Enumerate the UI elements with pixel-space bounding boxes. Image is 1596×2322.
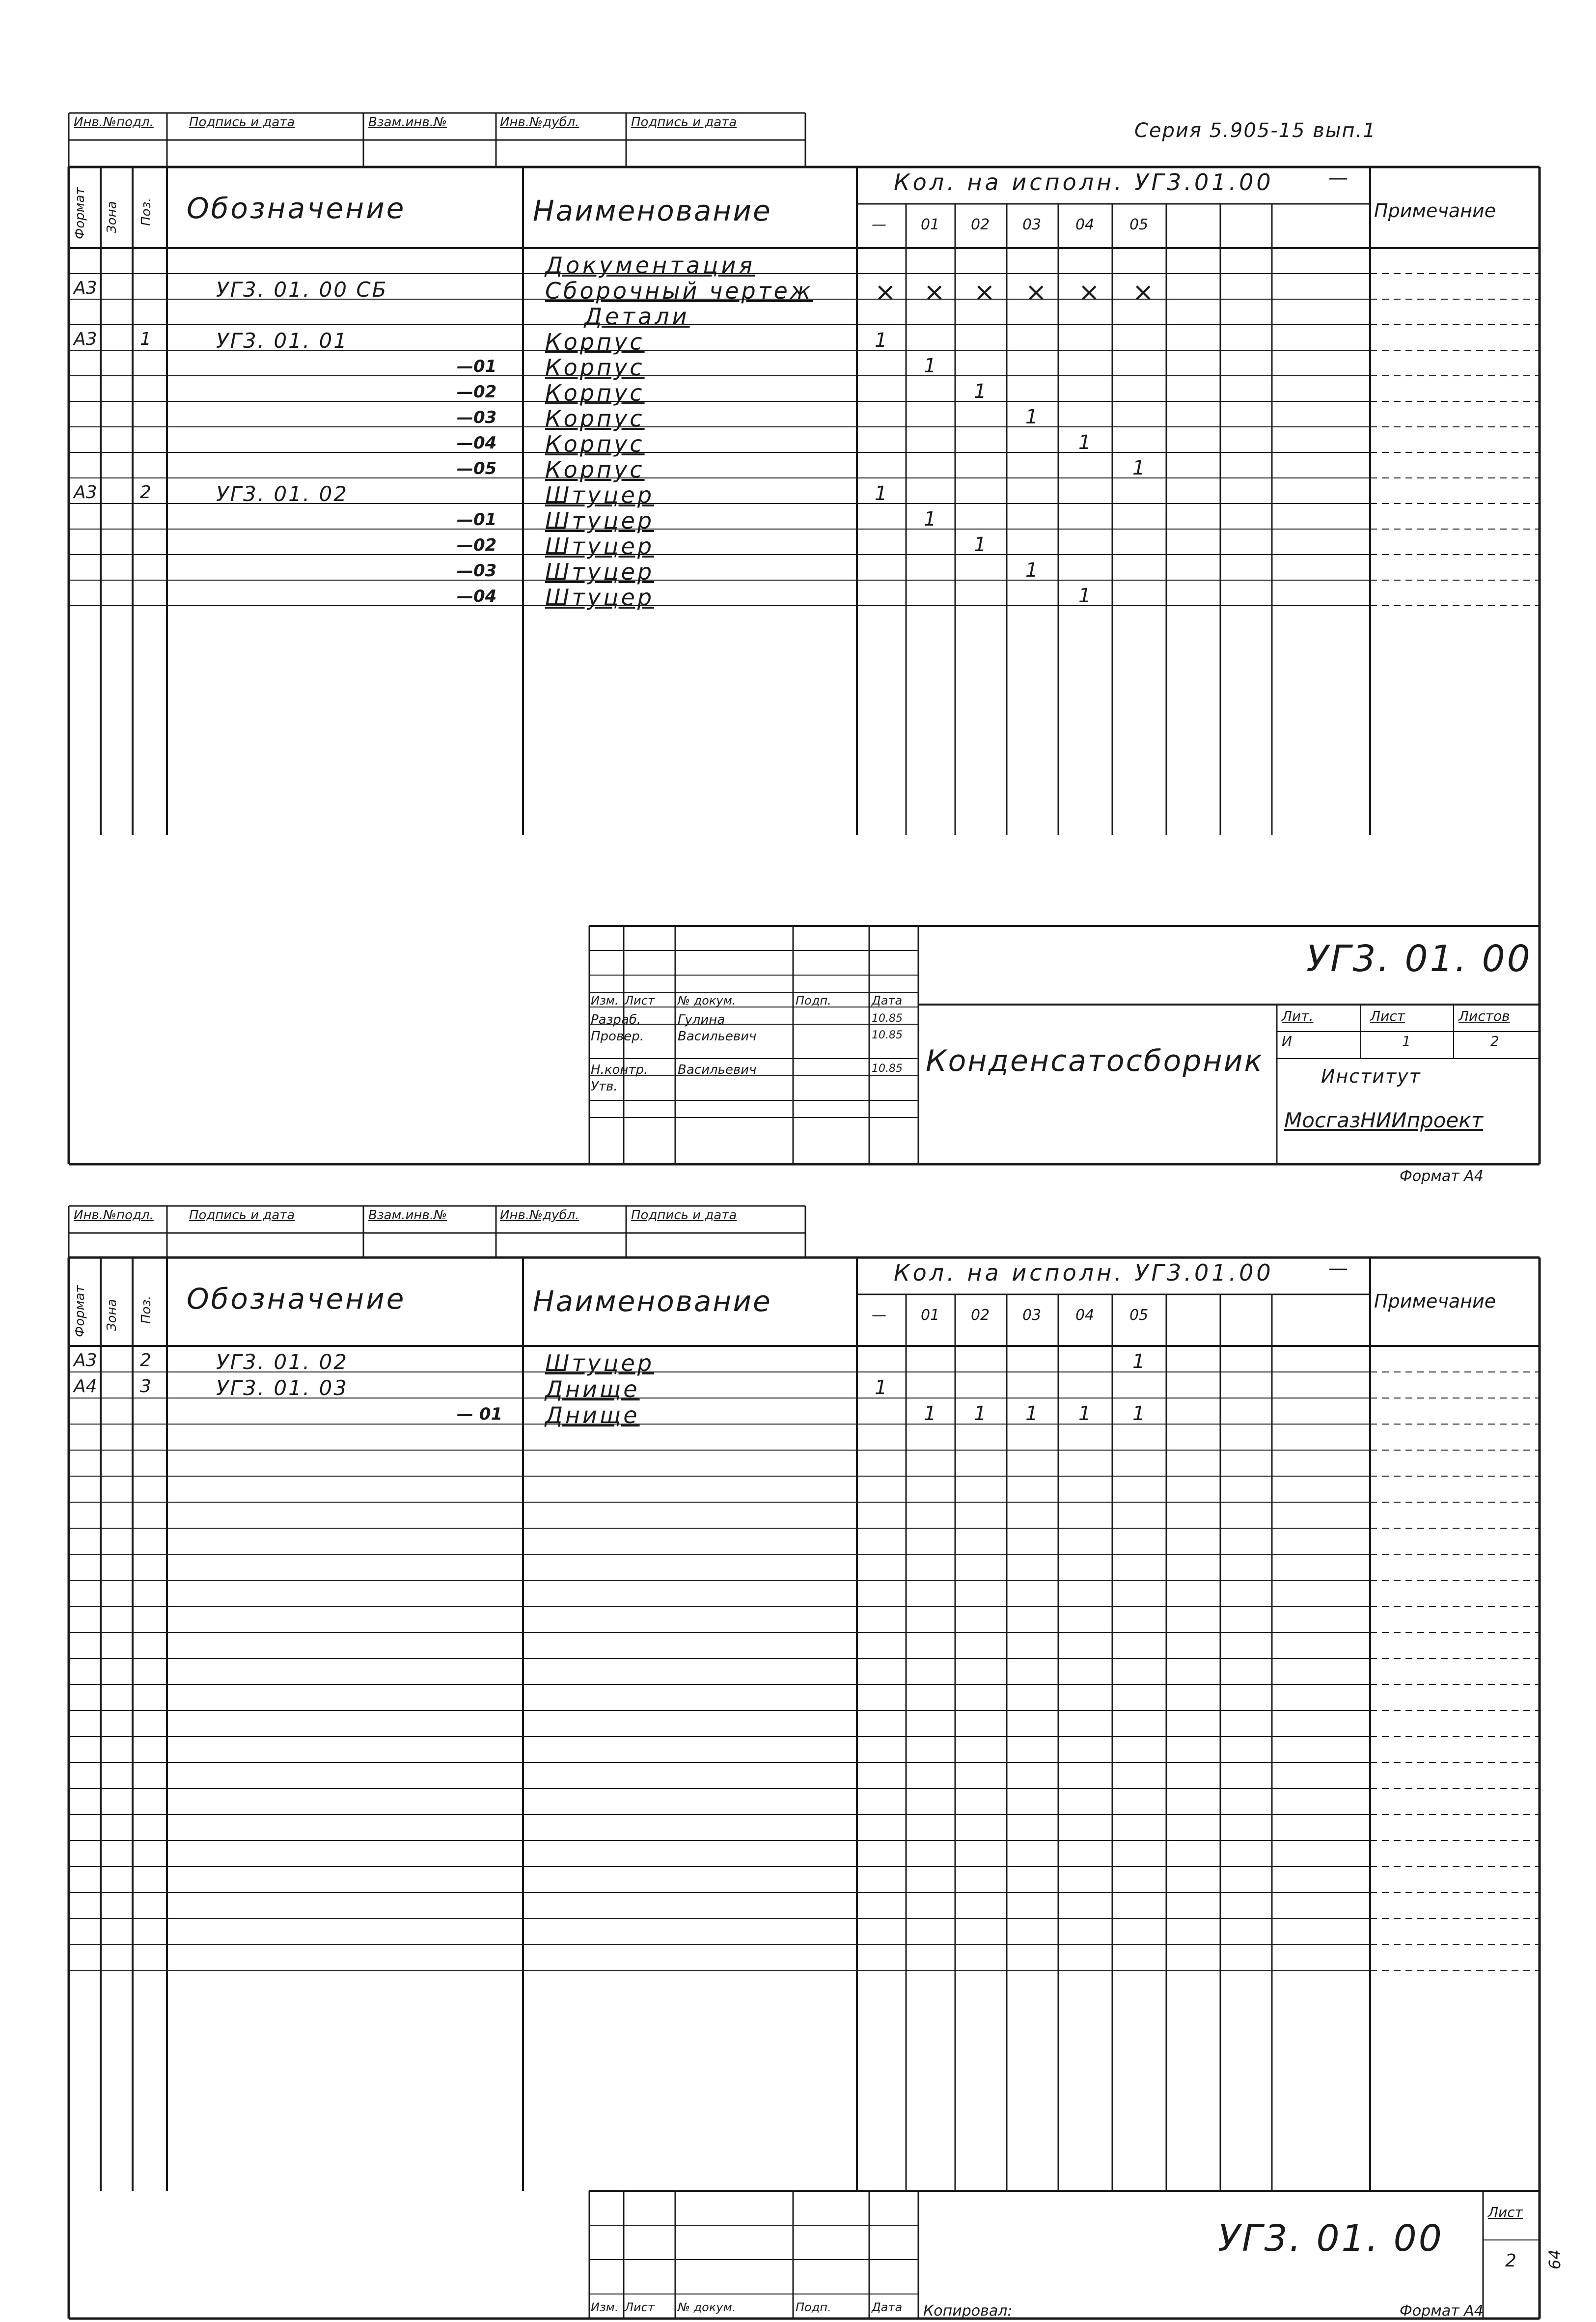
s1-stamp-field-label: Инв.№дубл. (500, 115, 579, 130)
s2-qty-mark: 1 (924, 1402, 936, 1425)
s2-col-pos-header: Поз. (139, 1295, 154, 1324)
s2-row-name: Днище (545, 1376, 640, 1402)
s2-row-name: Днище (545, 1402, 640, 1428)
format-label: Формат А4 (1400, 1168, 1484, 1185)
sheet-value-2: 2 (1505, 2251, 1516, 2271)
s2-qty-col-label: 02 (971, 1307, 990, 1324)
s1-col-zone-header: Зона (105, 201, 119, 233)
s1-row-name: Корпус (545, 354, 645, 381)
format-label-2: Формат А4 (1400, 2302, 1484, 2320)
s2-row-name: Штуцер (545, 1350, 655, 1376)
s1-col-format-header: Формат (73, 187, 87, 239)
s1-stamp-field-label: Подпись и дата (631, 115, 737, 130)
s1-qty-mark: 1 (1025, 406, 1038, 428)
s1-qty-header: Кол. на исполн. УГ3.01.00 (894, 169, 1274, 196)
stamp-role: Разраб. (591, 1012, 641, 1027)
s1-row-suffix: —04 (457, 433, 497, 453)
s1-row-suffix: —01 (457, 357, 497, 376)
stamp-column-label: № докум. (678, 2300, 736, 2314)
s2-row-pos: 2 (140, 1350, 151, 1371)
sheet-label: Лист (1370, 1008, 1405, 1024)
s1-row-suffix: —05 (457, 459, 497, 478)
page-number: 64 (1545, 2249, 1564, 2269)
s1-row-suffix: —03 (457, 408, 497, 427)
s1-row-name: Штуцер (545, 559, 655, 585)
s1-qty-mark: × (1132, 278, 1154, 307)
s1-row-designation: УГ3. 01. 01 (216, 329, 349, 353)
s2-qty-mark: 1 (974, 1402, 987, 1425)
document-title: Конденсатосборник (926, 1044, 1264, 1078)
s1-row-suffix: —01 (457, 510, 497, 530)
lit-label: Лит. (1282, 1008, 1314, 1024)
s1-qty-col-label: 03 (1022, 216, 1042, 233)
s1-row-suffix: —04 (457, 587, 497, 606)
s1-qty-mark: 1 (1078, 431, 1091, 454)
series-label: Серия 5.905-15 вып.1 (1134, 119, 1376, 142)
s1-qty-mark: × (1025, 278, 1047, 307)
s2-qty-mark: 1 (1132, 1402, 1145, 1425)
s1-row-name: Корпус (545, 329, 645, 355)
copied-label: Копировал: (923, 2302, 1013, 2320)
s1-qty-mark: 1 (974, 533, 987, 556)
s1-row-name: Штуцер (545, 533, 655, 560)
s1-row-suffix: —02 (457, 382, 497, 402)
s1-col-pos-header: Поз. (139, 197, 154, 226)
s2-col-zone-header: Зона (105, 1299, 119, 1331)
s2-qty-col-label: — (872, 1307, 886, 1324)
s2-col-note-header: Примечание (1374, 1290, 1496, 1312)
s1-col-note-header: Примечание (1374, 200, 1496, 222)
stamp-date: 10.85 (872, 1029, 903, 1041)
institute-name: МосгазНИИпроект (1284, 1108, 1484, 1132)
s1-qty-mark: × (924, 278, 945, 307)
s2-row-pos: 3 (140, 1376, 151, 1397)
s1-row-suffix: —03 (457, 561, 497, 581)
s2-qty-col-label: 03 (1022, 1307, 1042, 1324)
stamp-role: Утв. (591, 1079, 618, 1094)
s1-qty-mark: 1 (875, 329, 887, 352)
s1-qty-mark: 1 (924, 355, 936, 377)
s1-qty-col-label: — (872, 216, 886, 233)
s1-row-name: Штуцер (545, 482, 655, 508)
s1-row-pos: 1 (140, 329, 151, 349)
s2-qty-mark: 1 (1025, 1402, 1038, 1425)
s2-qty-col-label: 04 (1075, 1307, 1095, 1324)
stamp-date: 10.85 (872, 1012, 903, 1025)
s1-row-suffix: —02 (457, 535, 497, 555)
s1-col-name-header: Наименование (533, 194, 772, 227)
s1-row-name: Корпус (545, 405, 645, 432)
stamp-column-label: Дата (872, 2300, 903, 2314)
s1-qty-mark: 1 (875, 482, 887, 505)
s1-qty-mark: 1 (1132, 457, 1145, 479)
s1-row-name: Корпус (545, 456, 645, 483)
s1-row-designation: УГ3. 01. 02 (216, 482, 349, 506)
s1-stamp-field-label: Взам.инв.№ (368, 115, 447, 130)
s2-qty-mark: 1 (875, 1376, 887, 1399)
s1-qty-mark: × (1078, 278, 1100, 307)
s2-qty-mark: 1 (1078, 1402, 1091, 1425)
stamp-column-label: Подп. (796, 994, 831, 1007)
sheets-label: Листов (1458, 1008, 1510, 1024)
stamp-column-label: Изм. (591, 2300, 619, 2314)
s1-row-name: Корпус (545, 431, 645, 457)
s1-qty-mark: 1 (1025, 559, 1038, 582)
s1-qty-col-label: 05 (1129, 216, 1149, 233)
s1-col-designation-header: Обозначение (187, 192, 406, 225)
s1-stamp-field-label: Подпись и дата (189, 115, 295, 130)
stamp-column-label: Лист (625, 2300, 655, 2314)
s1-qty-col-label: 01 (921, 216, 940, 233)
stamp-role: Провер. (591, 1029, 644, 1044)
s2-row-format: А3 (74, 1350, 97, 1371)
s2-stamp-field-label: Инв.№подл. (74, 1208, 154, 1223)
s2-stamp-field-label: Инв.№дубл. (500, 1208, 579, 1223)
s1-row-designation: УГ3. 01. 00 СБ (216, 278, 388, 302)
stamp-role: Н.контр. (591, 1063, 648, 1077)
s2-qty-col-label: 01 (921, 1307, 940, 1324)
s1-qty-mark: × (974, 278, 995, 307)
s1-row-format: А3 (74, 278, 97, 298)
institute-label: Институт (1321, 1065, 1421, 1087)
stamp-name: Васильевич (678, 1063, 757, 1077)
document-code-2: УГ3. 01. 00 (1218, 2217, 1444, 2260)
s2-col-designation-header: Обозначение (187, 1282, 406, 1315)
s1-row-format: А3 (74, 329, 97, 349)
s2-col-format-header: Формат (73, 1285, 87, 1337)
s1-qty-mark: 1 (924, 508, 936, 531)
stamp-column-label: Подп. (796, 2300, 831, 2314)
s2-qty-dash: — (1328, 1257, 1348, 1280)
lit-value: И (1282, 1033, 1292, 1049)
s1-row-name: Штуцер (545, 507, 655, 534)
s1-row-name: Штуцер (545, 584, 655, 611)
s1-stamp-field-label: Инв.№подл. (74, 115, 154, 130)
s2-row-format: А4 (74, 1376, 97, 1397)
stamp-column-label: Изм. (591, 994, 619, 1007)
s1-row-name: Корпус (545, 380, 645, 406)
s2-qty-mark: 1 (1132, 1350, 1145, 1373)
document-code: УГ3. 01. 00 (1306, 938, 1532, 980)
s1-qty-col-label: 04 (1075, 216, 1095, 233)
sheet-label-2: Лист (1488, 2204, 1523, 2220)
sheet-value: 1 (1402, 1033, 1411, 1049)
stamp-column-label: Лист (625, 994, 655, 1007)
s1-qty-dash: — (1328, 167, 1348, 189)
s1-section-title: Документация (545, 252, 756, 279)
stamp-column-label: № докум. (678, 994, 736, 1007)
sheets-value: 2 (1490, 1033, 1499, 1049)
s2-stamp-field-label: Подпись и дата (631, 1208, 737, 1223)
s2-col-name-header: Наименование (533, 1285, 772, 1318)
stamp-column-label: Дата (872, 994, 903, 1007)
stamp-name: Гулина (678, 1012, 725, 1027)
s2-row-designation: УГ3. 01. 03 (216, 1376, 349, 1400)
s2-qty-header: Кол. на исполн. УГ3.01.00 (894, 1259, 1274, 1286)
s1-row-name: Сборочный чертеж (545, 278, 813, 304)
s2-stamp-field-label: Взам.инв.№ (368, 1208, 447, 1223)
stamp-date: 10.85 (872, 1063, 903, 1075)
s1-qty-mark: × (875, 278, 896, 307)
s1-qty-mark: 1 (974, 380, 987, 403)
s1-section-title: Детали (584, 303, 690, 330)
stamp-name: Васильевич (678, 1029, 757, 1044)
s2-stamp-field-label: Подпись и дата (189, 1208, 295, 1223)
s1-row-pos: 2 (140, 482, 151, 503)
s1-row-format: А3 (74, 482, 97, 503)
s2-row-designation: УГ3. 01. 02 (216, 1350, 349, 1374)
s2-row-suffix: — 01 (457, 1404, 503, 1424)
s1-qty-col-label: 02 (971, 216, 990, 233)
s2-qty-col-label: 05 (1129, 1307, 1149, 1324)
s1-qty-mark: 1 (1078, 585, 1091, 607)
